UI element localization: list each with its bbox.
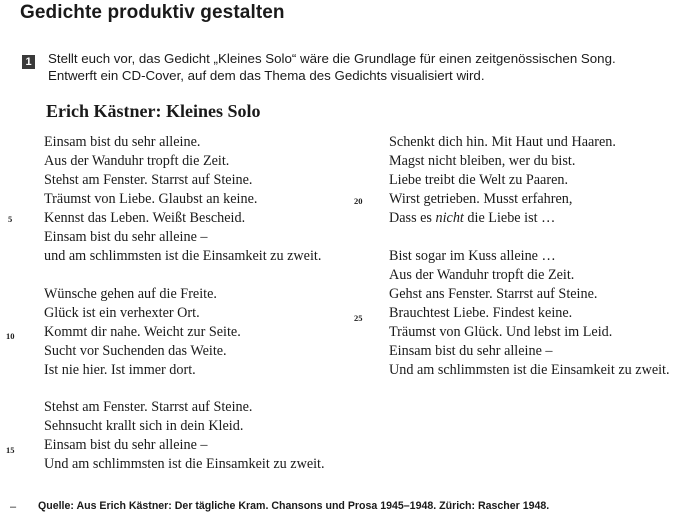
poem-line: Ist nie hier. Ist immer dort.	[44, 361, 196, 378]
line-number: 15	[6, 445, 15, 455]
poem-column-left	[44, 133, 325, 474]
poem-line: Kennst das Leben. Weißt Bescheid.	[44, 210, 246, 226]
poem-line: Sucht vor Suchenden das Weite.	[44, 342, 227, 359]
poem-line: Einsam bist du sehr alleine –	[44, 229, 208, 245]
page-title: Gedichte produktiv gestalten	[20, 2, 285, 23]
source-dash: –	[10, 501, 17, 513]
poem-line: Sehnsucht krallt sich in dein Kleid.	[44, 418, 244, 434]
poem-line: Einsam bist du sehr alleine –	[44, 437, 208, 453]
poem-line	[389, 209, 670, 228]
line-number: 25	[354, 313, 363, 323]
poem-line: und am schlimmsten ist die Einsamkeit zu zweit.	[44, 248, 322, 264]
task-instruction-line: Stellt euch vor, das Gedicht „Kleines Solo“ wäre die Grundlage für einen zeitgenössischen Song.	[48, 51, 616, 66]
line-number: 5	[8, 214, 13, 224]
poem-line: Aus der Wanduhr tropft die Zeit.	[44, 153, 230, 169]
poem-line: Bist sogar im Kuss alleine …	[389, 247, 556, 264]
source-citation: Quelle: Aus Erich Kästner: Der tägliche Kram. Chansons und Prosa 1945–1948. Zürich: Rascher 1948.	[38, 500, 550, 512]
poem-column-right	[389, 133, 670, 380]
poem-line: Träumst von Glück. Und lebst im Leid.	[389, 323, 613, 340]
poem-line: Stehst am Fenster. Starrst auf Steine.	[44, 399, 253, 415]
poem-line: Stehst am Fenster. Starrst auf Steine.	[44, 172, 253, 188]
poem-line: Schenkt dich hin. Mit Haut und Haaren.	[389, 134, 616, 150]
poem-line: Kommt dir nahe. Weicht zur Seite.	[44, 323, 241, 340]
poem-line: Und am schlimmsten ist die Einsamkeit zu zweit.	[389, 361, 670, 378]
poem-line: Gehst ans Fenster. Starrst auf Steine.	[389, 285, 598, 302]
poem-line: Träumst von Liebe. Glaubst an keine.	[44, 191, 258, 207]
poem-line: Wirst getrieben. Musst erfahren,	[389, 191, 573, 207]
poem-line: Glück ist ein verhexter Ort.	[44, 304, 200, 321]
poem-line: Magst nicht bleiben, wer du bist.	[389, 153, 576, 169]
poem-line-part: Dass es	[389, 210, 436, 226]
poem-line: Brauchtest Liebe. Findest keine.	[389, 304, 573, 321]
poem-line: Wünsche gehen auf die Freite.	[44, 285, 217, 302]
line-number: 10	[6, 331, 15, 341]
poem-line: Einsam bist du sehr alleine –	[389, 342, 553, 359]
line-number: 20	[354, 196, 363, 206]
poem-line: Liebe treibt die Welt zu Paaren.	[389, 172, 569, 188]
task-instruction	[48, 51, 668, 84]
task-number-badge: 1	[22, 55, 35, 69]
poem-line: Einsam bist du sehr alleine.	[44, 134, 201, 150]
poem-line-part: die Liebe ist …	[463, 210, 556, 226]
poem-line: Aus der Wanduhr tropft die Zeit.	[389, 266, 575, 283]
poem-line: Und am schlimmsten ist die Einsamkeit zu zweit.	[44, 456, 325, 472]
poem-title: Erich Kästner: Kleines Solo	[46, 101, 261, 121]
emphasized-word: nicht	[435, 210, 464, 226]
task-instruction-line: Entwerft ein CD-Cover, auf dem das Thema des Gedichts visualisiert wird.	[48, 67, 485, 83]
